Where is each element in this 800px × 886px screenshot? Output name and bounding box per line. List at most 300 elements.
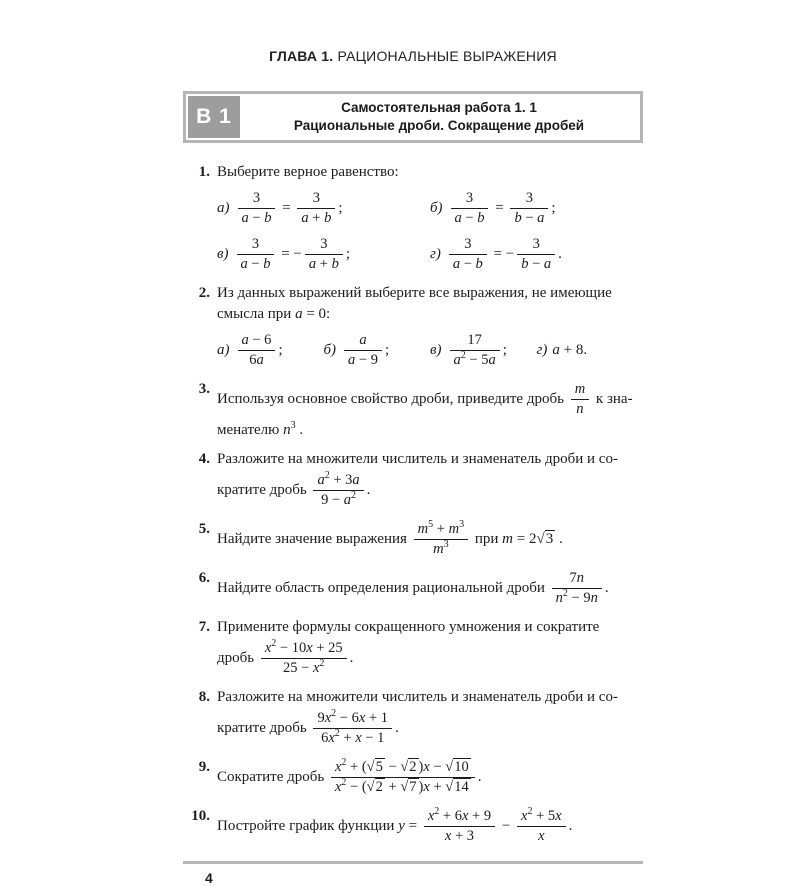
superscript: 3 bbox=[459, 519, 465, 531]
option-label: г) bbox=[430, 245, 441, 262]
problem-number: 3. bbox=[198, 381, 210, 397]
math-variable: x bbox=[358, 710, 366, 726]
text-run: . bbox=[477, 768, 482, 785]
option bbox=[217, 188, 430, 229]
radical-sign-icon: √ bbox=[400, 759, 409, 775]
sqrt-radical bbox=[400, 758, 418, 775]
option bbox=[430, 234, 643, 275]
math-variable: x bbox=[538, 828, 545, 844]
math-variable: b bbox=[324, 210, 332, 226]
sqrt-radical bbox=[367, 778, 385, 795]
math-variable: n bbox=[576, 570, 585, 586]
problem-number: 10. bbox=[191, 808, 210, 824]
work-title-line2: Рациональные дроби. Сокращение дробей bbox=[293, 118, 585, 133]
fraction-numerator bbox=[313, 472, 363, 490]
superscript: 2 bbox=[434, 806, 440, 818]
math-variable: a bbox=[454, 210, 462, 226]
superscript: 3 bbox=[443, 539, 449, 551]
math-variable: x bbox=[334, 779, 342, 795]
problem-number: 2. bbox=[198, 285, 210, 301]
text-run: 9 bbox=[317, 710, 325, 726]
text-run: . bbox=[349, 649, 354, 666]
text-run: + 6 bbox=[439, 808, 462, 824]
fraction-numerator bbox=[414, 521, 468, 539]
fraction-numerator bbox=[238, 190, 276, 208]
problem-1 bbox=[183, 162, 643, 275]
math-variable: b bbox=[475, 256, 483, 272]
text-run: 7 bbox=[569, 570, 577, 586]
fraction bbox=[571, 381, 589, 418]
option bbox=[324, 330, 431, 371]
math-variable: a bbox=[352, 472, 360, 488]
math-variable: x bbox=[461, 808, 469, 824]
text-run: + bbox=[433, 521, 449, 537]
math-variable: a bbox=[241, 332, 249, 348]
math-variable: a bbox=[488, 352, 496, 368]
text-run: . bbox=[604, 579, 609, 596]
option bbox=[217, 234, 430, 275]
fraction bbox=[331, 759, 475, 796]
math-variable: x bbox=[555, 808, 562, 824]
radicand: 2 bbox=[409, 759, 417, 775]
radicand: 5 bbox=[375, 759, 383, 775]
text-run: 3 bbox=[251, 236, 260, 252]
math-variable: a bbox=[317, 472, 325, 488]
option-label: б) bbox=[430, 199, 443, 216]
fraction bbox=[451, 190, 489, 227]
text-run: − 9 bbox=[567, 590, 591, 606]
text-run: + 25 bbox=[312, 640, 343, 656]
sqrt-radical bbox=[445, 758, 470, 775]
fraction bbox=[237, 236, 275, 273]
math-variable: x bbox=[312, 660, 320, 676]
text-run: − bbox=[498, 817, 515, 834]
work-title-band bbox=[183, 91, 643, 143]
fraction-denominator bbox=[297, 208, 335, 227]
text-run: + ( bbox=[346, 759, 367, 775]
option bbox=[217, 330, 324, 371]
sqrt-radical bbox=[367, 758, 385, 775]
option-row bbox=[217, 188, 643, 229]
math-variable: a bbox=[453, 352, 461, 368]
fraction bbox=[552, 570, 602, 607]
fraction-numerator bbox=[451, 190, 489, 208]
fraction bbox=[424, 808, 495, 845]
problem-number: 1. bbox=[198, 164, 210, 180]
superscript: 2 bbox=[324, 470, 330, 482]
math-variable: a bbox=[359, 332, 367, 348]
radicand: 7 bbox=[409, 779, 417, 795]
fraction bbox=[313, 710, 392, 747]
text-run: при bbox=[471, 530, 503, 547]
math-variable: x bbox=[355, 730, 362, 746]
fraction-denominator bbox=[313, 490, 363, 509]
sqrt-radical bbox=[536, 530, 555, 547]
text-run: = bbox=[278, 199, 295, 216]
fraction-denominator bbox=[261, 658, 347, 677]
fraction bbox=[517, 236, 555, 273]
text-run: − bbox=[528, 256, 544, 272]
book-page bbox=[183, 0, 643, 886]
text-run: + bbox=[308, 210, 325, 226]
text-run: 3 bbox=[525, 190, 534, 206]
text-run: . bbox=[295, 422, 304, 438]
text-run: − bbox=[384, 759, 401, 775]
problem-7 bbox=[183, 617, 643, 679]
problem-body bbox=[217, 568, 643, 609]
fraction-denominator bbox=[571, 399, 589, 418]
superscript: 2 bbox=[460, 350, 466, 362]
text-run: − 6 bbox=[248, 332, 272, 348]
math-variable: x bbox=[423, 759, 430, 775]
text-run: Из данных выражений выберите все выражения, не имеющие bbox=[217, 285, 612, 301]
text-run: − 9 bbox=[355, 352, 378, 368]
footer-rule bbox=[183, 861, 643, 864]
fraction-numerator bbox=[297, 190, 335, 208]
fraction-denominator bbox=[510, 208, 548, 227]
math-variable: a bbox=[452, 256, 461, 272]
fraction bbox=[344, 332, 382, 369]
math-variable: x bbox=[334, 759, 342, 775]
fraction-numerator bbox=[344, 332, 382, 350]
text-run: 3 bbox=[464, 236, 472, 252]
text-run: кратите дробь bbox=[217, 719, 311, 736]
fraction-denominator bbox=[517, 826, 566, 845]
text-run: Найдите значение выражения bbox=[217, 530, 411, 547]
text-run: + bbox=[316, 256, 332, 272]
radical-sign-icon: √ bbox=[445, 779, 454, 795]
fraction-denominator bbox=[414, 539, 468, 558]
radical-sign-icon: √ bbox=[445, 759, 454, 775]
math-variable: m bbox=[417, 521, 429, 537]
problem-10 bbox=[183, 806, 643, 847]
option bbox=[430, 330, 537, 371]
superscript: 3 bbox=[290, 420, 296, 431]
fraction-numerator bbox=[510, 190, 548, 208]
math-variable: m bbox=[574, 381, 586, 397]
fraction-denominator bbox=[517, 254, 555, 273]
text-run: − 1 bbox=[361, 730, 385, 746]
fraction bbox=[238, 190, 276, 227]
text-run: + 1 bbox=[365, 710, 388, 726]
radicand: 14 bbox=[454, 779, 469, 795]
chapter-title: РАЦИОНАЛЬНЫЕ ВЫРАЖЕНИЯ bbox=[333, 48, 557, 64]
text-run: − bbox=[460, 256, 476, 272]
text-run: . bbox=[555, 530, 563, 547]
radical-sign-icon: √ bbox=[400, 779, 409, 795]
problem-6 bbox=[183, 568, 643, 609]
math-variable: a bbox=[308, 256, 317, 272]
text-run: смысла при bbox=[217, 306, 296, 322]
fraction-denominator bbox=[451, 208, 489, 227]
option-label: в) bbox=[430, 341, 442, 358]
text-run: . bbox=[568, 817, 573, 834]
problem-body bbox=[217, 687, 643, 749]
fraction-numerator bbox=[305, 236, 343, 254]
fraction-denominator bbox=[552, 588, 602, 607]
text-run: менателю bbox=[217, 422, 284, 438]
fraction bbox=[510, 190, 548, 227]
text-run: Разложите на множители числитель и знаменатель дроби и со- bbox=[217, 689, 618, 705]
option-row bbox=[217, 330, 643, 371]
text-run: + 5 bbox=[532, 808, 556, 824]
math-variable: x bbox=[444, 828, 452, 844]
problem-body bbox=[217, 757, 643, 798]
text-run: . bbox=[366, 481, 371, 498]
text-run: + bbox=[384, 779, 401, 795]
option-label: а) bbox=[217, 341, 230, 358]
math-variable: b bbox=[331, 256, 339, 272]
radicand: 3 bbox=[545, 530, 554, 547]
problem-number: 5. bbox=[198, 521, 210, 537]
math-variable: y bbox=[398, 817, 405, 834]
problems-list bbox=[183, 162, 643, 847]
math-variable: a bbox=[543, 256, 552, 272]
text-run: Разложите на множители числитель и знаменатель дроби и со- bbox=[217, 451, 618, 467]
text-run: 3 bbox=[532, 236, 540, 252]
fraction-numerator bbox=[238, 332, 276, 350]
fraction bbox=[313, 472, 363, 509]
fraction-denominator bbox=[305, 254, 343, 273]
text-run: к зна- bbox=[592, 390, 633, 407]
fraction-numerator bbox=[313, 710, 392, 728]
fraction-denominator bbox=[237, 254, 275, 273]
text-run: = bbox=[404, 817, 421, 834]
math-variable: a bbox=[301, 210, 309, 226]
math-variable: n bbox=[283, 422, 291, 438]
math-variable: x bbox=[521, 808, 528, 824]
problem-number: 4. bbox=[198, 451, 210, 467]
problem-4 bbox=[183, 449, 643, 511]
variant-badge: В 1 bbox=[188, 96, 240, 138]
problem-body bbox=[217, 379, 643, 441]
sqrt-radical bbox=[400, 778, 418, 795]
fraction-numerator bbox=[449, 236, 487, 254]
superscript: 2 bbox=[319, 658, 325, 670]
option bbox=[537, 340, 644, 361]
text-run: Постройте график функции bbox=[217, 817, 399, 834]
problem-body bbox=[217, 806, 643, 847]
math-variable: x bbox=[306, 640, 313, 656]
problem-number: 7. bbox=[198, 619, 210, 635]
math-variable: a bbox=[552, 342, 560, 358]
sqrt-radical bbox=[445, 778, 470, 795]
problem-2 bbox=[183, 283, 643, 371]
fraction-numerator bbox=[552, 570, 602, 588]
fraction-denominator bbox=[238, 208, 276, 227]
text-run: + bbox=[339, 730, 356, 746]
radical-sign-icon: √ bbox=[536, 530, 545, 547]
text-run: − 10 bbox=[276, 640, 307, 656]
text-run: 17 bbox=[467, 332, 482, 348]
text-run: + 3 bbox=[451, 828, 475, 844]
fraction-denominator bbox=[424, 826, 495, 845]
work-title bbox=[240, 96, 638, 138]
text-run: Найдите область определения рациональной дроби bbox=[217, 579, 549, 596]
chapter-header bbox=[183, 48, 643, 64]
option-label: а) bbox=[217, 199, 230, 216]
text-run: 25 − bbox=[283, 660, 313, 676]
text-run: ; bbox=[384, 341, 390, 358]
fraction-denominator bbox=[331, 777, 475, 796]
math-variable: x bbox=[423, 779, 430, 795]
superscript: 2 bbox=[341, 777, 347, 789]
superscript: 5 bbox=[428, 519, 434, 531]
superscript: 2 bbox=[334, 728, 340, 740]
text-run: − 5 bbox=[465, 352, 489, 368]
text-run: 3 bbox=[465, 190, 474, 206]
text-run: ) bbox=[418, 759, 424, 775]
text-run: Выберите верное равенство: bbox=[217, 164, 399, 180]
text-run: 6 bbox=[249, 352, 257, 368]
math-variable: m bbox=[448, 521, 460, 537]
text-run: − 6 bbox=[336, 710, 359, 726]
text-run: + bbox=[429, 779, 446, 795]
fraction bbox=[261, 640, 347, 677]
fraction-numerator bbox=[517, 236, 555, 254]
radical-sign-icon: √ bbox=[366, 779, 375, 795]
math-variable: a bbox=[241, 210, 249, 226]
problem-body bbox=[217, 617, 643, 679]
math-variable: b bbox=[514, 210, 522, 226]
text-run: − bbox=[248, 210, 265, 226]
math-variable: n bbox=[576, 401, 584, 417]
superscript: 2 bbox=[351, 490, 357, 502]
text-run: . bbox=[394, 719, 399, 736]
problem-9 bbox=[183, 757, 643, 798]
math-variable: x bbox=[328, 730, 335, 746]
text-run: ; bbox=[502, 341, 507, 358]
text-run: 9 − bbox=[321, 492, 344, 508]
option-label: г) bbox=[536, 342, 548, 358]
chapter-number: ГЛАВА 1. bbox=[269, 48, 334, 64]
superscript: 2 bbox=[562, 588, 568, 600]
work-title-line1: Самостоятельная работа 1. 1 bbox=[341, 100, 537, 115]
option-row bbox=[217, 234, 643, 275]
fraction bbox=[297, 190, 335, 227]
text-run: − ( bbox=[346, 779, 367, 795]
math-variable: x bbox=[264, 640, 272, 656]
text-run: ; bbox=[551, 199, 556, 216]
text-run: . bbox=[558, 245, 562, 262]
text-run: = 2 bbox=[512, 530, 537, 547]
text-run: ; bbox=[338, 199, 343, 216]
fraction-numerator bbox=[237, 236, 275, 254]
fraction bbox=[449, 236, 487, 273]
option bbox=[430, 188, 643, 229]
text-run: 3 bbox=[252, 190, 261, 206]
problem-3 bbox=[183, 379, 643, 441]
math-variable: a bbox=[256, 352, 264, 368]
radicand: 10 bbox=[454, 759, 469, 775]
math-variable: b bbox=[521, 256, 529, 272]
text-run: Примените формулы сокращенного умножения и сократите bbox=[217, 619, 600, 635]
problem-number: 9. bbox=[198, 759, 210, 775]
fraction-numerator bbox=[331, 759, 475, 777]
math-variable: a bbox=[537, 210, 545, 226]
fraction-numerator bbox=[261, 640, 347, 658]
text-run: ; bbox=[345, 245, 350, 262]
fraction-numerator bbox=[517, 808, 566, 826]
problem-number: 8. bbox=[198, 689, 210, 705]
text-run: 3 bbox=[320, 236, 328, 252]
text-run: = − bbox=[489, 245, 515, 262]
math-variable: m bbox=[433, 541, 444, 557]
text-run: кратите дробь bbox=[217, 481, 311, 498]
fraction-denominator bbox=[344, 350, 382, 369]
text-run: дробь bbox=[217, 649, 258, 666]
problem-body bbox=[217, 449, 643, 511]
problem-number: 6. bbox=[198, 570, 210, 586]
text-run: = 0: bbox=[302, 306, 331, 322]
text-run: − bbox=[247, 256, 264, 272]
problem-body bbox=[217, 283, 643, 371]
math-variable: a bbox=[240, 256, 248, 272]
fraction-numerator bbox=[450, 332, 500, 350]
fraction-denominator bbox=[313, 728, 392, 747]
fraction bbox=[414, 521, 468, 558]
problem-8 bbox=[183, 687, 643, 749]
problem-body bbox=[217, 162, 643, 275]
page-number: 4 bbox=[205, 870, 213, 886]
text-run: = bbox=[491, 199, 508, 216]
text-run: − bbox=[461, 210, 478, 226]
fraction-denominator bbox=[449, 254, 487, 273]
text-run: 3 bbox=[312, 190, 320, 206]
radicand: 2 bbox=[375, 779, 383, 795]
option-label: б) bbox=[323, 341, 337, 358]
text-run: Сократите дробь bbox=[217, 768, 328, 785]
math-variable: a bbox=[348, 352, 356, 368]
text-run: − bbox=[429, 759, 446, 775]
text-run: Используя основное свойство дроби, приведите дробь bbox=[217, 390, 568, 407]
math-variable: m bbox=[502, 530, 513, 547]
problem-5 bbox=[183, 519, 643, 560]
superscript: 2 bbox=[527, 806, 533, 818]
math-variable: x bbox=[427, 808, 435, 824]
text-run: = − bbox=[277, 245, 302, 262]
fraction-denominator bbox=[238, 350, 276, 369]
superscript: 2 bbox=[331, 708, 337, 720]
radical-sign-icon: √ bbox=[366, 759, 375, 775]
superscript: 2 bbox=[271, 638, 277, 650]
text-run: 6 bbox=[321, 730, 329, 746]
text-run: − bbox=[521, 210, 538, 226]
text-run: ) bbox=[418, 779, 424, 795]
math-variable: b bbox=[477, 210, 485, 226]
option-label: в) bbox=[217, 245, 229, 262]
fraction-numerator bbox=[571, 381, 589, 399]
fraction bbox=[305, 236, 343, 273]
math-variable: b bbox=[264, 210, 272, 226]
text-run: + 8. bbox=[559, 342, 588, 358]
math-variable: n bbox=[555, 590, 563, 606]
superscript: 2 bbox=[341, 757, 347, 769]
math-variable: b bbox=[263, 256, 271, 272]
text-run: + 3 bbox=[329, 472, 353, 488]
fraction bbox=[238, 332, 276, 369]
text-run: ; bbox=[278, 341, 283, 358]
problem-body bbox=[217, 519, 643, 560]
text-run: + 9 bbox=[468, 808, 492, 824]
fraction bbox=[450, 332, 500, 369]
math-variable: x bbox=[324, 710, 332, 726]
math-variable: n bbox=[590, 590, 598, 606]
math-variable: a bbox=[343, 492, 352, 508]
math-variable: a bbox=[295, 306, 303, 322]
fraction-numerator bbox=[424, 808, 495, 826]
fraction bbox=[517, 808, 566, 845]
